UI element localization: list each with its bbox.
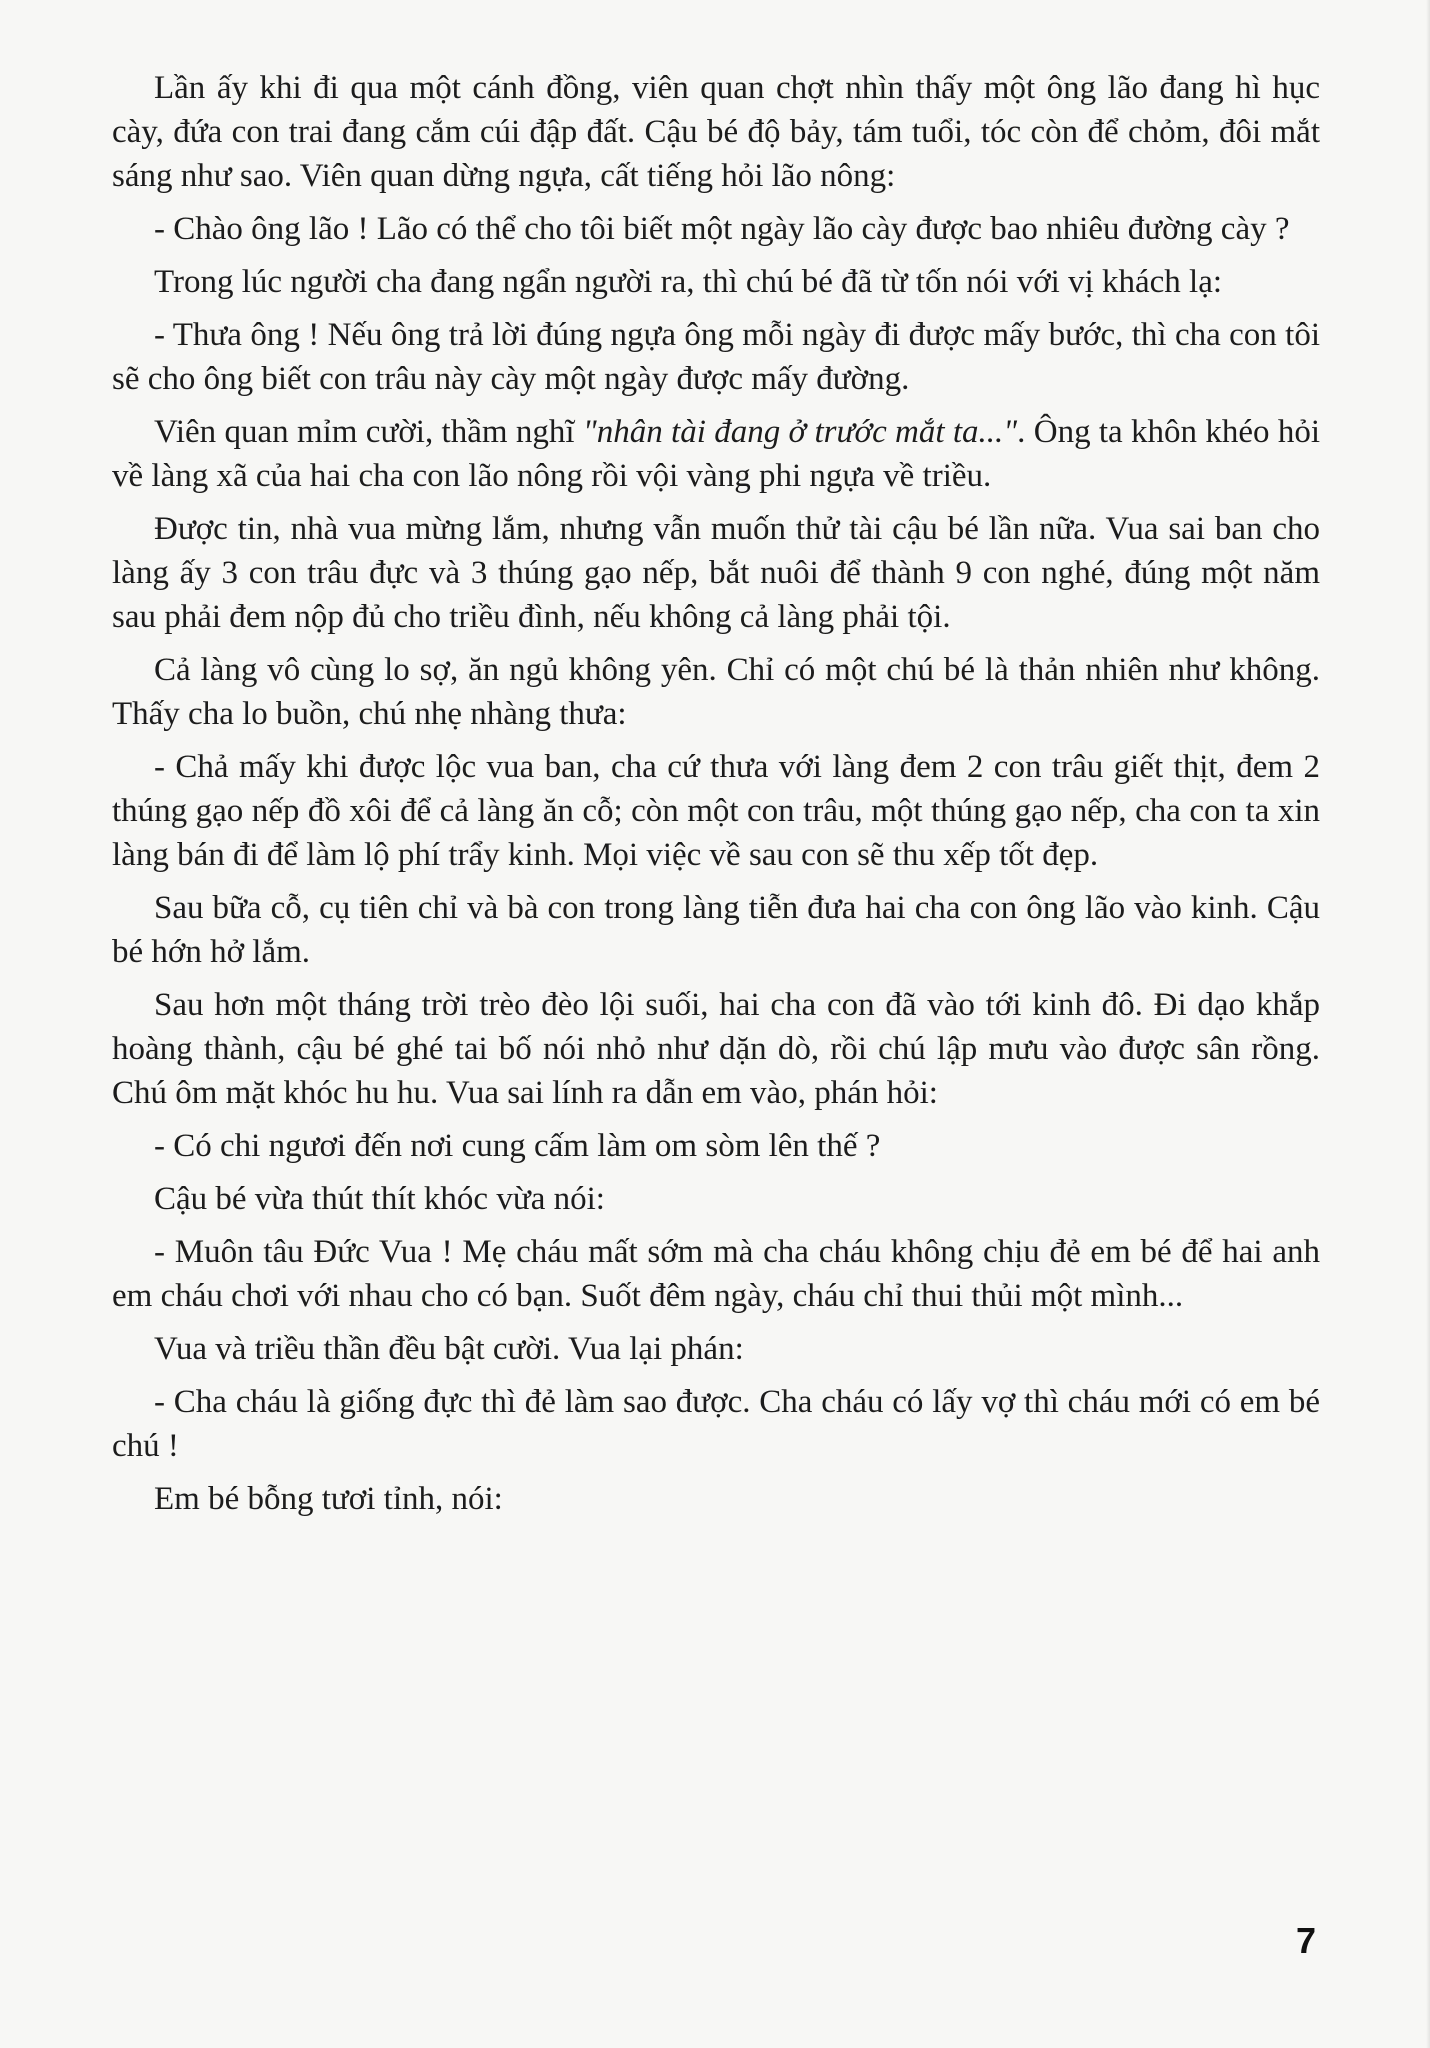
paragraph-11: - Có chi ngươi đến nơi cung cấm làm om sòm lên thế ? [154, 1128, 881, 1164]
paragraph-1: Lần ấy khi đi qua một cánh đồng, viên quan chợt nhìn thấy một ông lão đang hì hục cày, đứa con trai đang cắm cúi đập đất. Cậu bé độ bảy, tám tuổi, tóc còn để chỏm, đôi mắt sáng như sao. Viên quan dừng ngựa, cất tiếng hỏi lão nông: [112, 70, 1320, 194]
paragraph-2: - Chào ông lão ! Lão có thể cho tôi biết một ngày lão cày được bao nhiêu đường cày ? [154, 211, 1290, 247]
paragraph-7: Cả làng vô cùng lo sợ, ăn ngủ không yên. Chỉ có một chú bé là thản nhiên như không. Thấy cha lo buồn, chú nhẹ nhàng thưa: [112, 652, 1320, 732]
paragraph-5-after: . Ông ta khôn khéo hỏi về làng xã của hai cha con lão nông rồi vội vàng phi ngựa về triều. [112, 414, 1321, 494]
page-number: 7 [1296, 1920, 1317, 1961]
paragraph-9: Sau bữa cỗ, cụ tiên chỉ và bà con trong làng tiễn đưa hai cha con ông lão vào kinh. Cậu bé hớn hở lắm. [112, 890, 1320, 970]
paragraph-12: Cậu bé vừa thút thít khóc vừa nói: [154, 1181, 605, 1217]
page-edge-shadow [1426, 0, 1430, 2048]
paragraph-10: Sau hơn một tháng trời trèo đèo lội suối, hai cha con đã vào tới kinh đô. Đi dạo khắp hoàng thành, cậu bé ghé tai bố nói nhỏ như dặn dò, rồi chú lập mưu vào được sân rồng. Chú ôm mặt khóc hu hu. Vua sai lính ra dẫn em vào, phán hỏi: [112, 987, 1320, 1111]
story-text [112, 66, 1320, 1530]
paragraph-5-before: Viên quan mỉm cười, thầm nghĩ [154, 414, 583, 450]
paragraph-5 [112, 410, 1320, 498]
paragraph-5-quote: "nhân tài đang ở trước mắt ta..." [582, 414, 1018, 450]
paragraph-4: - Thưa ông ! Nếu ông trả lời đúng ngựa ông mỗi ngày đi được mấy bước, thì cha con tôi sẽ cho ông biết con trâu này cày một ngày được mấy đường. [112, 317, 1320, 397]
paragraph-3: Trong lúc người cha đang ngẩn người ra, thì chú bé đã từ tốn nói với vị khách lạ: [154, 264, 1223, 300]
paragraph-6: Được tin, nhà vua mừng lắm, nhưng vẫn muốn thử tài cậu bé lần nữa. Vua sai ban cho làng ấy 3 con trâu đực và 3 thúng gạo nếp, bắt nuôi để thành 9 con nghé, đúng một năm sau phải đem nộp đủ cho triều đình, nếu không cả làng phải tội. [112, 511, 1320, 635]
paragraph-14: Vua và triều thần đều bật cười. Vua lại phán: [154, 1331, 744, 1367]
paragraph-15: - Cha cháu là giống đực thì đẻ làm sao được. Cha cháu có lấy vợ thì cháu mới có em bé chú ! [112, 1384, 1320, 1464]
paragraph-13: - Muôn tâu Đức Vua ! Mẹ cháu mất sớm mà cha cháu không chịu đẻ em bé để hai anh em cháu chơi với nhau cho có bạn. Suốt đêm ngày, cháu chỉ thui thủi một mình... [112, 1234, 1320, 1314]
paragraph-16: Em bé bỗng tươi tỉnh, nói: [154, 1481, 503, 1517]
paragraph-8: - Chả mấy khi được lộc vua ban, cha cứ thưa với làng đem 2 con trâu giết thịt, đem 2 thúng gạo nếp đồ xôi để cả làng ăn cỗ; còn một con trâu, một thúng gạo nếp, cha con ta xin làng bán đi để làm lộ phí trẩy kinh. Mọi việc về sau con sẽ thu xếp tốt đẹp. [112, 749, 1320, 873]
